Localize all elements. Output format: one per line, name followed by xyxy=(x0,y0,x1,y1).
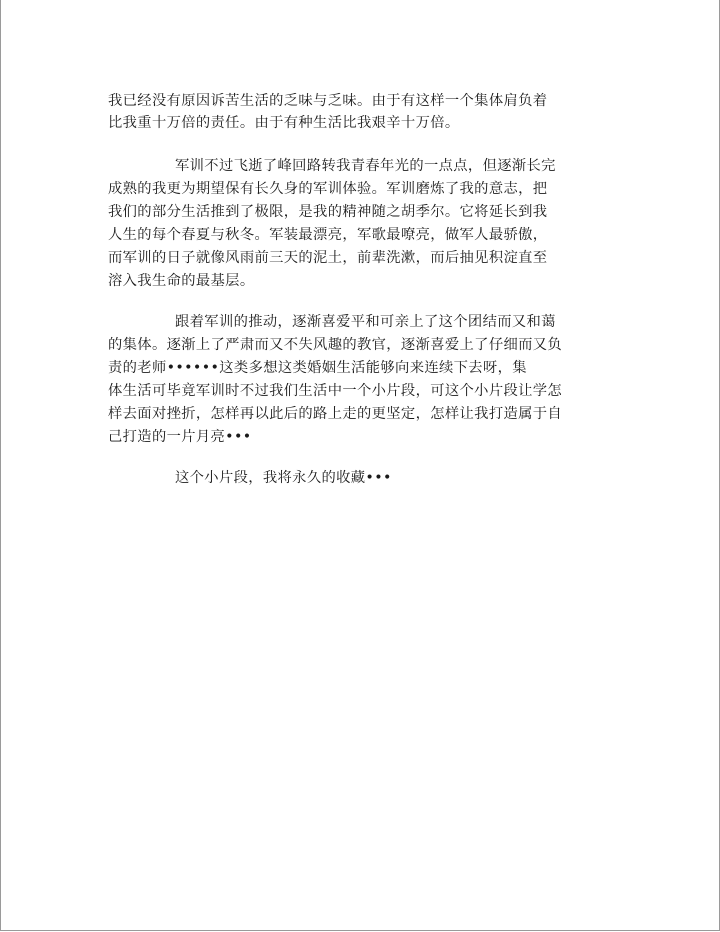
text-line: 人生的每个春夏与秋冬。军装最漂亮，军歌最嘹亮，做军人最骄傲， xyxy=(108,227,548,243)
text-line: 我们的部分生活推到了极限，是我的精神随之胡季尔。它将延长到我 xyxy=(108,204,548,220)
text-line: 责的老师••••••这类多想这类婚姻生活能够向来连续下去呀，集 xyxy=(108,360,527,376)
text-line: 这个小片段，我将永久的收藏••• xyxy=(175,470,392,486)
text-line: 跟着军训的推动，逐渐喜爱平和可亲上了这个团结而又和蔼 xyxy=(175,314,556,330)
text-line: 而军训的日子就像风雨前三天的泥土，前辈洗漱，而后抽见积淀直至 xyxy=(108,250,548,266)
text-line: 成熟的我更为期望保有长久身的军训体验。军训磨炼了我的意志，把 xyxy=(108,181,548,197)
text-line: 样去面对挫折，怎样再以此后的路上走的更坚定，怎样让我打造属于自 xyxy=(108,406,563,422)
text-line: 比我重十万倍的责任。由于有种生活比我艰辛十万倍。 xyxy=(108,115,460,131)
text-line: 溶入我生命的最基层。 xyxy=(108,273,255,289)
text-line: 军训不过飞逝了峰回路转我青春年光的一点点，但逐渐长完 xyxy=(175,158,556,174)
text-line: 的集体。逐渐上了严肃而又不失风趣的教官，逐渐喜爱上了仔细而又负 xyxy=(108,337,563,353)
text-line: 己打造的一片月亮••• xyxy=(108,429,252,445)
text-line: 体生活可毕竟军训时不过我们生活中一个小片段，可这个小片段让学怎 xyxy=(108,383,563,399)
text-line: 我已经没有原因诉苦生活的乏味与乏味。由于有这样一个集体肩负着 xyxy=(108,93,548,109)
